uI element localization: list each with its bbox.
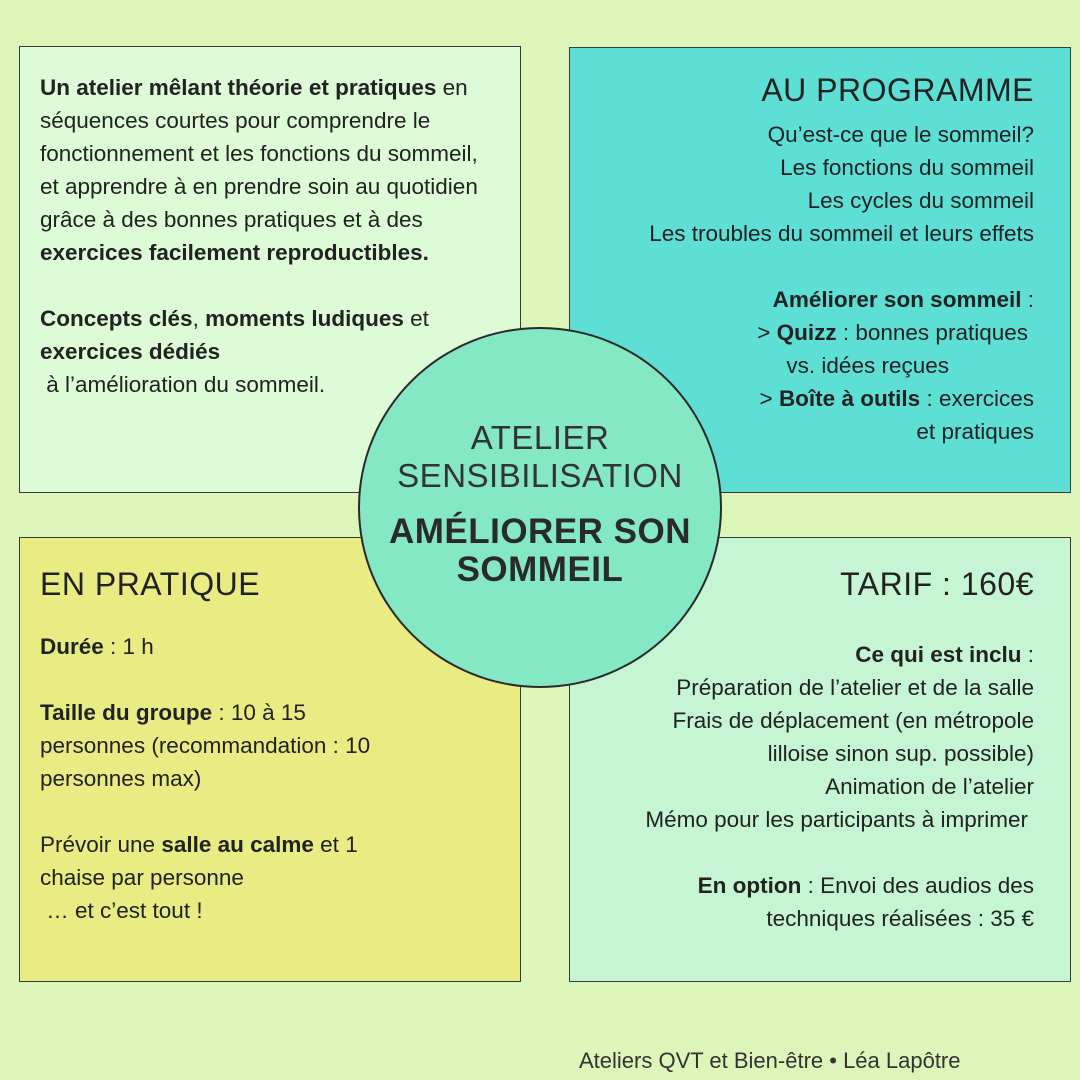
center-circle [358,327,722,688]
intro-text: en séquences courtes pour comprendre le fonctionnement et les fonctions du sommeil, et apprendre à en prendre soin au quotidien grâce à des bonnes pratiques et à des [40,75,478,232]
concepts-and: et [403,306,429,331]
taille-line-3: personnes max) [40,766,202,791]
prevoir-line-3 [40,894,500,927]
center-title-line-1: AMÉLIORER SON [388,512,692,551]
option-line-2: techniques réalisées : 35 € [766,906,1034,931]
prevoir-line [40,828,500,861]
tools-bold: Boîte à outils [778,386,921,411]
duree-bold: Durée [40,634,104,659]
taille-line-2: personnes (recommandation : 10 [40,733,371,758]
exercices-bold: exercices dédiés [40,339,221,364]
improve-line [590,283,1034,316]
tools-line-2: et pratiques [916,419,1034,444]
inclu-bold: Ce qui est inclu [855,642,1022,667]
center-title-line-2: SOMMEIL [456,550,624,589]
tarif-heading: TARIF : 160€ [840,566,1034,602]
programme-item-2: Les fonctions du sommeil [780,155,1034,180]
taille-text: : 10 à 15 [212,700,306,725]
intro-bold: Un atelier mêlant théorie et pratiques [40,75,437,100]
intro-paragraph [40,71,500,269]
programme-item-3: Les cycles du sommeil [807,188,1034,213]
quizz-bold: Quizz [776,320,837,345]
center-title [360,513,720,589]
taille-line [40,696,500,729]
option-text: : Envoi des audios des [801,873,1034,898]
option-line [590,869,1034,902]
quizz-prefix: > [757,320,777,345]
improve-bold: Améliorer son sommeil [772,287,1022,312]
prevoir-bold: salle au calme [161,832,314,857]
programme-item-1: Qu’est-ce que le sommeil? [767,122,1034,147]
prevoir-text-2: et 1 [313,832,358,857]
prevoir-text: Prévoir une [40,832,162,857]
prevoir-line-3-text: … et c’est tout ! [46,898,203,923]
taille-bold: Taille du groupe [40,700,213,725]
inclu-item-2: Frais de déplacement (en métropole [672,708,1034,733]
footer-credit: Ateliers QVT et Bien-être • Léa Lapôtre [579,1048,961,1073]
inclu-colon: : [1021,642,1034,667]
quizz-line [590,316,1028,349]
center-line-sensibilisation: SENSIBILISATION [397,457,683,494]
inclu-item-4: Animation de l’atelier [825,774,1034,799]
concepts-bold: Concepts clés [40,306,193,331]
moments-bold: moments ludiques [205,306,404,331]
programme-heading: AU PROGRAMME [761,72,1034,108]
concepts-tail: à l’amélioration du sommeil. [46,372,326,397]
inclu-item-5: Mémo pour les participants à imprimer [645,807,1028,832]
improve-colon: : [1021,287,1034,312]
concepts-comma: , [192,306,206,331]
option-bold: En option [697,873,802,898]
duree-text: : 1 h [103,634,154,659]
quizz-line-2: vs. idées reçues [786,353,949,378]
intro-bold-exercices: exercices facilement reproductibles. [40,240,429,265]
tools-text: : exercices [920,386,1034,411]
programme-item-4: Les troubles du sommeil et leurs effets [649,221,1034,246]
center-line-atelier: ATELIER [470,419,610,456]
pratique-heading: EN PRATIQUE [40,566,261,602]
quizz-text: : bonnes pratiques [836,320,1028,345]
tools-prefix: > [759,386,779,411]
inclu-item-3: lilloise sinon sup. possible) [767,741,1034,766]
inclu-item-1: Préparation de l’atelier et de la salle [676,675,1034,700]
prevoir-line-2: chaise par personne [40,865,244,890]
